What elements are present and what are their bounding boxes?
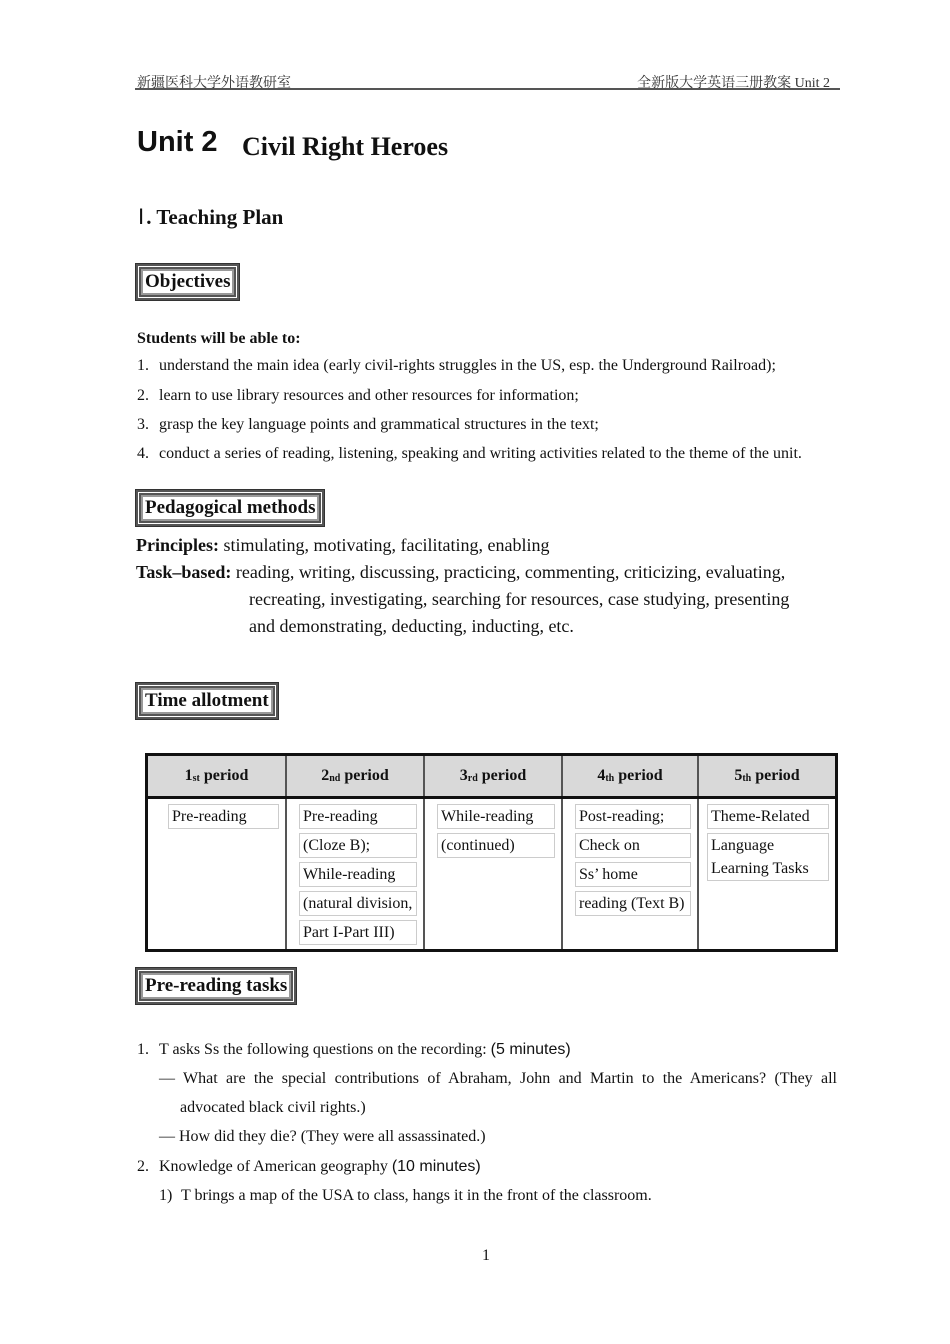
objective-item: 4. conduct a series of reading, listening, speaking and writing activities related to the theme of the unit. <box>137 445 802 462</box>
question-1: — What are the special contributions of Abraham, John and Martin to the Americans? (They all <box>159 1070 837 1087</box>
task-based-continuation: and demonstrating, deducting, inducting, etc. <box>249 616 574 636</box>
prereading-subtask: 1) T brings a map of the USA to class, hangs it in the front of the classroom. <box>159 1187 652 1204</box>
table-cell-period-5: Theme-Related Language Learning Tasks <box>698 798 837 951</box>
page-header <box>135 70 840 90</box>
time-allotment-table <box>145 753 838 952</box>
task-based-text: reading, writing, discussing, practicing, commenting, criticizing, evaluating, <box>231 562 786 582</box>
table-header-row <box>147 755 837 798</box>
table-header-period-4: 4th period <box>562 755 698 798</box>
unit-title: Civil Right Heroes <box>242 132 449 161</box>
objective-item: 2. learn to use library resources and other resources for information; <box>137 387 579 404</box>
objectives-heading: Objectives <box>136 264 239 300</box>
prereading-task-2: 2. Knowledge of American geography (10 minutes) <box>137 1158 481 1175</box>
principles-text: stimulating, motivating, facilitating, enabling <box>219 535 550 555</box>
objectives-intro: Students will be able to: <box>137 330 301 347</box>
header-course: 全新版大学英语三册教案 Unit 2 <box>637 76 830 91</box>
table-cell-period-4: Post-reading; Check on Ss’ home reading (Text B) <box>562 798 698 951</box>
objective-item: 3. grasp the key language points and grammatical structures in the text; <box>137 416 599 433</box>
task-based-continuation: recreating, investigating, searching for resources, case studying, presenting <box>249 589 790 609</box>
table-row <box>147 798 837 951</box>
table-header-period-3: 3rd period <box>424 755 562 798</box>
task-duration: (10 minutes) <box>391 1158 481 1175</box>
task-based-label: Task–based: <box>136 562 232 582</box>
principles-line <box>136 532 549 559</box>
table-cell-period-3: While-reading (continued) <box>424 798 562 951</box>
section-roman-numeral: Ⅰ <box>138 205 145 229</box>
table-header-period-5: 5th period <box>698 755 837 798</box>
section-title-text: . Teaching Plan <box>146 205 284 229</box>
principles-label: Principles: <box>136 535 219 555</box>
task-based-line <box>136 559 785 586</box>
table-cell-period-2: Pre-reading (Cloze B); While-reading (natural division, Part I-Part III) <box>286 798 424 951</box>
header-department: 新疆医科大学外语教研室 <box>137 76 291 91</box>
table-header-period-2: 2nd period <box>286 755 424 798</box>
question-2: — How did they die? (They were all assassinated.) <box>159 1128 486 1145</box>
prereading-task-1: 1. T asks Ss the following questions on the recording: (5 minutes) <box>137 1041 571 1058</box>
table-cell-period-1: Pre-reading <box>147 798 287 951</box>
prereading-heading: Pre-reading tasks <box>136 968 296 1004</box>
page-number: 1 <box>482 1247 490 1264</box>
time-allotment-heading: Time allotment <box>136 683 278 719</box>
question-1-continuation: advocated black civil rights.) <box>180 1099 366 1116</box>
section-title <box>138 205 283 230</box>
unit-label: Unit 2 <box>137 126 218 158</box>
table-header-period-1: 1st period <box>147 755 287 798</box>
objective-item: 1. understand the main idea (early civil-rights struggles in the US, esp. the Underground Railroad); <box>137 357 776 374</box>
methods-heading: Pedagogical methods <box>136 490 324 526</box>
task-duration: (5 minutes) <box>490 1041 571 1058</box>
